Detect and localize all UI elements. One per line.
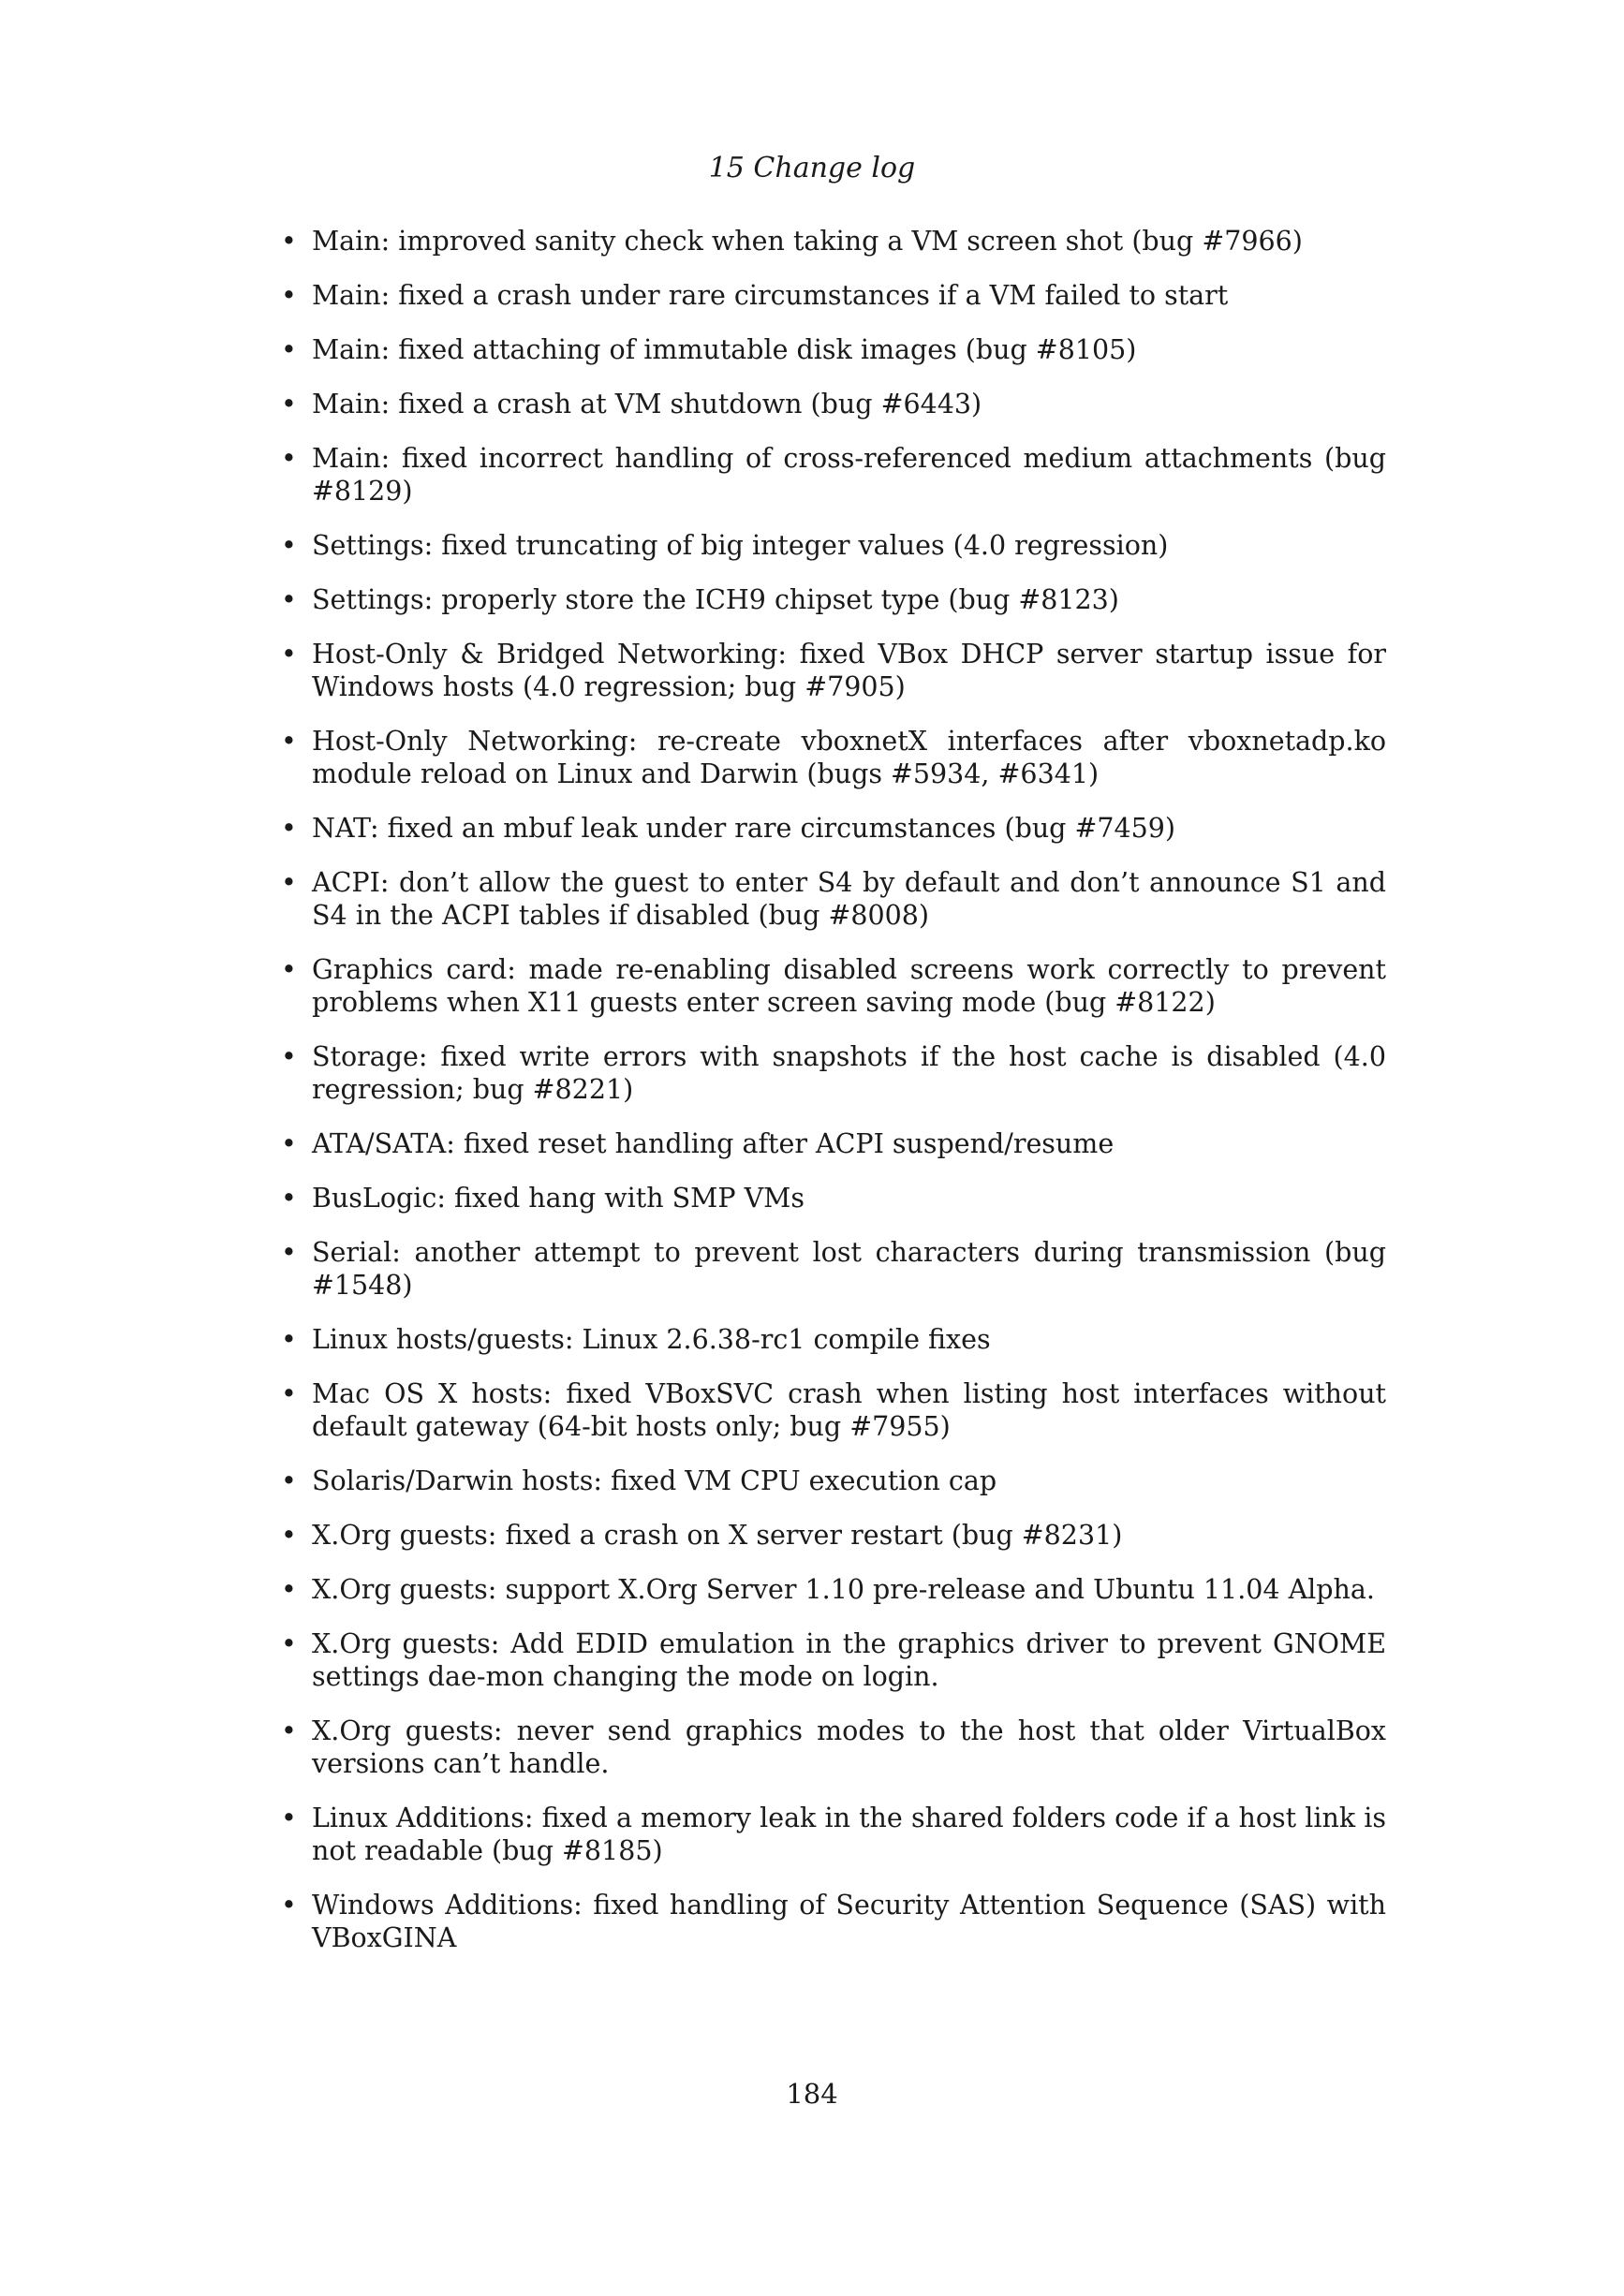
list-item: • Settings: fixed truncating of big integer values (4.0 regression) [281,529,1386,562]
page-number: 184 [786,2078,838,2110]
list-item: • Main: fixed attaching of immutable disk images (bug #8105) [281,333,1386,366]
list-item: • Solaris/Darwin hosts: fixed VM CPU execution cap [281,1464,1386,1497]
list-item: • Main: fixed incorrect handling of cross-referenced medium attachments (bug #8129) [281,442,1386,508]
list-item: • X.Org guests: support X.Org Server 1.10 pre-release and Ubuntu 11.04 Alpha. [281,1573,1386,1606]
list-item: • Main: fixed a crash under rare circumstances if a VM failed to start [281,279,1386,312]
list-item: • Linux Additions: fixed a memory leak in the shared folders code if a host link is not readable (bug #8185) [281,1802,1386,1867]
list-item: • Mac OS X hosts: fixed VBoxSVC crash when listing host interfaces without default gateway (64-bit hosts only; bug #7955) [281,1377,1386,1443]
list-item: • Settings: properly store the ICH9 chipset type (bug #8123) [281,583,1386,616]
changelog-list [281,225,1386,1976]
list-item: • BusLogic: fixed hang with SMP VMs [281,1182,1386,1214]
list-item: • X.Org guests: Add EDID emulation in the graphics driver to prevent GNOME settings dae-mon changing the mode on login. [281,1627,1386,1693]
list-item: • Graphics card: made re-enabling disabled screens work correctly to prevent problems when X11 guests enter screen saving mode (bug #8122) [281,953,1386,1019]
list-item: • NAT: fixed an mbuf leak under rare circumstances (bug #7459) [281,812,1386,845]
list-item: • Host-Only & Bridged Networking: fixed VBox DHCP server startup issue for Windows hosts (4.0 regression; bug #7905) [281,638,1386,703]
list-item: • ATA/SATA: fixed reset handling after ACPI suspend/resume [281,1127,1386,1160]
list-item: • X.Org guests: never send graphics modes to the host that older VirtualBox versions can’t handle. [281,1715,1386,1780]
list-item: • Serial: another attempt to prevent lost characters during transmission (bug #1548) [281,1236,1386,1302]
list-item: • Linux hosts/guests: Linux 2.6.38-rc1 compile fixes [281,1323,1386,1356]
running-header: 15 Change log [708,152,916,184]
list-item: • ACPI: don’t allow the guest to enter S4 by default and don’t announce S1 and S4 in the ACPI tables if disabled (bug #8008) [281,866,1386,932]
list-item: • Main: fixed a crash at VM shutdown (bug #6443) [281,388,1386,420]
list-item: • Main: improved sanity check when taking a VM screen shot (bug #7966) [281,225,1386,258]
list-item: • X.Org guests: fixed a crash on X server restart (bug #8231) [281,1519,1386,1552]
list-item: • Storage: fixed write errors with snapshots if the host cache is disabled (4.0 regression; bug #8221) [281,1040,1386,1106]
list-item: • Windows Additions: fixed handling of Security Attention Sequence (SAS) with VBoxGINA [281,1889,1386,1954]
list-item: • Host-Only Networking: re-create vboxnetX interfaces after vboxnetadp.ko module reload on Linux and Darwin (bugs #5934, #6341) [281,725,1386,790]
